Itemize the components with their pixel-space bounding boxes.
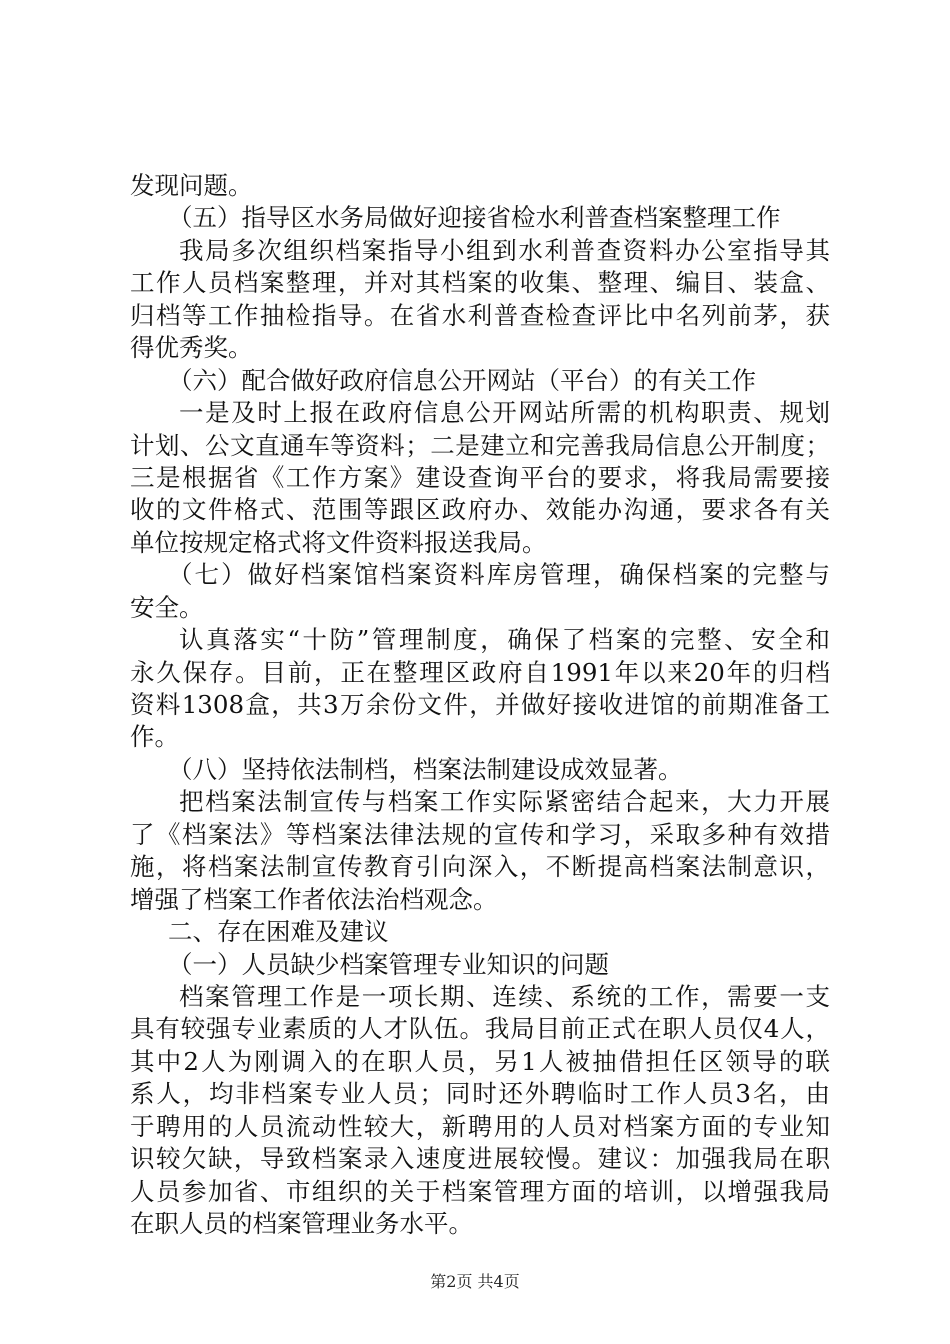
text-line: 二、存在困难及建议: [168, 917, 389, 947]
text-line: 把档案法制宣传与档案工作实际紧密结合起来，大力开展: [179, 787, 830, 817]
text-line: 施，将档案法制宣传教育引向深入，不断提高档案法制意识，: [130, 852, 830, 882]
text-line: 工作人员档案整理，并对其档案的收集、整理、编目、装盒、: [130, 268, 830, 298]
text-line: （五）指导区水务局做好迎接省检水利普查档案整理工作: [168, 203, 781, 233]
text-line: （七）做好档案馆档案资料库房管理，确保档案的完整与: [168, 560, 830, 590]
text-line: 单位按规定格式将文件资料报送我局。: [130, 527, 547, 557]
text-line: 识较欠缺，导致档案录入速度进展较慢。建议：加强我局在职: [130, 1144, 830, 1174]
text-line: 具有较强专业素质的人才队伍。我局目前正式在职人员仅4人，: [130, 1014, 830, 1044]
text-line: （一）人员缺少档案管理专业知识的问题: [168, 949, 609, 979]
text-line: 人员参加省、市组织的关于档案管理方面的培训，以增强我局: [130, 1176, 830, 1206]
text-line: （六）配合做好政府信息公开网站（平台）的有关工作: [168, 365, 756, 395]
text-line: 于聘用的人员流动性较大，新聘用的人员对档案方面的专业知: [130, 1111, 830, 1141]
text-line: 系人，均非档案专业人员；同时还外聘临时工作人员3名，由: [130, 1079, 830, 1109]
text-line: 作。: [130, 722, 179, 752]
text-line: 其中2人为刚调入的在职人员，另1人被抽借担任区领导的联: [130, 1046, 830, 1076]
text-line: 三是根据省《工作方案》建设查询平台的要求，将我局需要接: [130, 462, 830, 492]
text-line: 计划、公文直通车等资料；二是建立和完善我局信息公开制度；: [130, 430, 830, 460]
text-line: 安全。: [130, 592, 204, 622]
text-line: （八）坚持依法制档，档案法制建设成效显著。: [168, 754, 683, 784]
text-line: 永久保存。目前，正在整理区政府自1991年以来20年的归档: [130, 657, 830, 687]
text-line: 我局多次组织档案指导小组到水利普查资料办公室指导其: [179, 235, 830, 265]
text-line: 了《档案法》等档案法律法规的宣传和学习，采取多种有效措: [130, 819, 830, 849]
document-body: [130, 170, 830, 1240]
text-line: 归档等工作抽检指导。在省水利普查检查评比中名列前茅，获: [130, 300, 830, 330]
text-line: 一是及时上报在政府信息公开网站所需的机构职责、规划: [179, 398, 830, 428]
text-line: 收的文件格式、范围等跟区政府办、效能办沟通，要求各有关: [130, 495, 830, 525]
text-line: 档案管理工作是一项长期、连续、系统的工作，需要一支: [179, 981, 830, 1011]
page-footer: 第2页 共4页: [430, 1272, 520, 1291]
text-line: 资料1308盒，共3万余份文件，并做好接收进馆的前期准备工: [130, 690, 830, 719]
text-line: 发现问题。: [130, 171, 253, 200]
text-line: 得优秀奖。: [130, 333, 253, 363]
text-line: 认真落实“十防”管理制度，确保了档案的完整、安全和: [179, 625, 830, 655]
text-line: 增强了档案工作者依法治档观念。: [130, 884, 498, 914]
text-line: 在职人员的档案管理业务水平。: [130, 1209, 473, 1238]
